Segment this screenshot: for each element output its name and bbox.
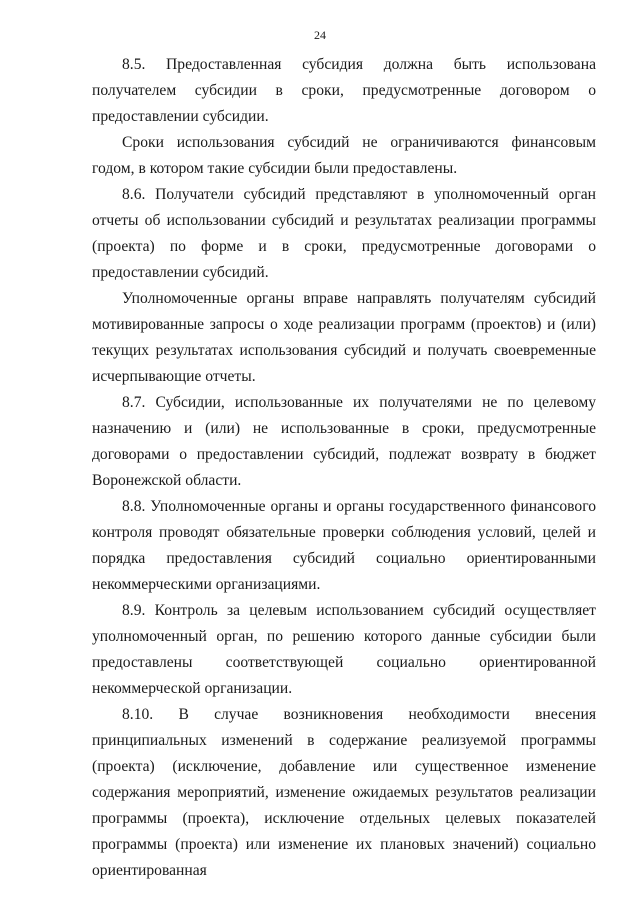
paragraph-8-7: 8.7. Субсидии, использованные их получателями не по целевому назначению и (или) не использованные в сроки, предусмотренные договорами о предоставлении субсидий, подлежат возврату в бюджет Воронежской области. bbox=[92, 394, 596, 489]
paragraph-8-9: 8.9. Контроль за целевым использованием субсидий осуществляет уполномоченный орган, по решению которого данные субсидии были предоставлены соответствующей социально ориентированной некоммерческой организации. bbox=[92, 602, 596, 697]
paragraph-authorized-requests: Уполномоченные органы вправе направлять получателям субсидий мотивированные запросы о ходе реализации программ (проектов) и (или) текущих результатах использования субсидий и получать своевременные исчерпывающие отчеты. bbox=[92, 290, 596, 385]
paragraph-8-5: 8.5. Предоставленная субсидия должна быть использована получателем субсидии в сроки, предусмотренные договором о предоставлении субсидии. bbox=[92, 56, 596, 125]
paragraph-subsidy-terms: Сроки использования субсидий не ограничиваются финансовым годом, в котором такие субсидии были предоставлены. bbox=[92, 134, 596, 177]
paragraph-8-8: 8.8. Уполномоченные органы и органы государственного финансового контроля проводят обязательные проверки соблюдения условий, целей и порядка предоставления субсидий социально ориентированными некоммерческими организациями. bbox=[92, 498, 596, 593]
document-body bbox=[92, 52, 596, 884]
paragraph-8-6: 8.6. Получатели субсидий представляют в уполномоченный орган отчеты об использовании субсидий и результатах реализации программы (проекта) по форме и в сроки, предусмотренные договорами о предоставлении субсидий. bbox=[92, 186, 596, 281]
page-number: 24 bbox=[314, 28, 326, 42]
paragraph-8-10: 8.10. В случае возникновения необходимости внесения принципиальных изменений в содержание реализуемой программы (проекта) (исключение, добавление или существенное изменение содержания мероприятий, изменение ожидаемых результатов реализации программы (проекта), исключение отдельных целевых показателей программы (проекта) или изменение их плановых значений) социально ориентированная bbox=[92, 706, 596, 879]
